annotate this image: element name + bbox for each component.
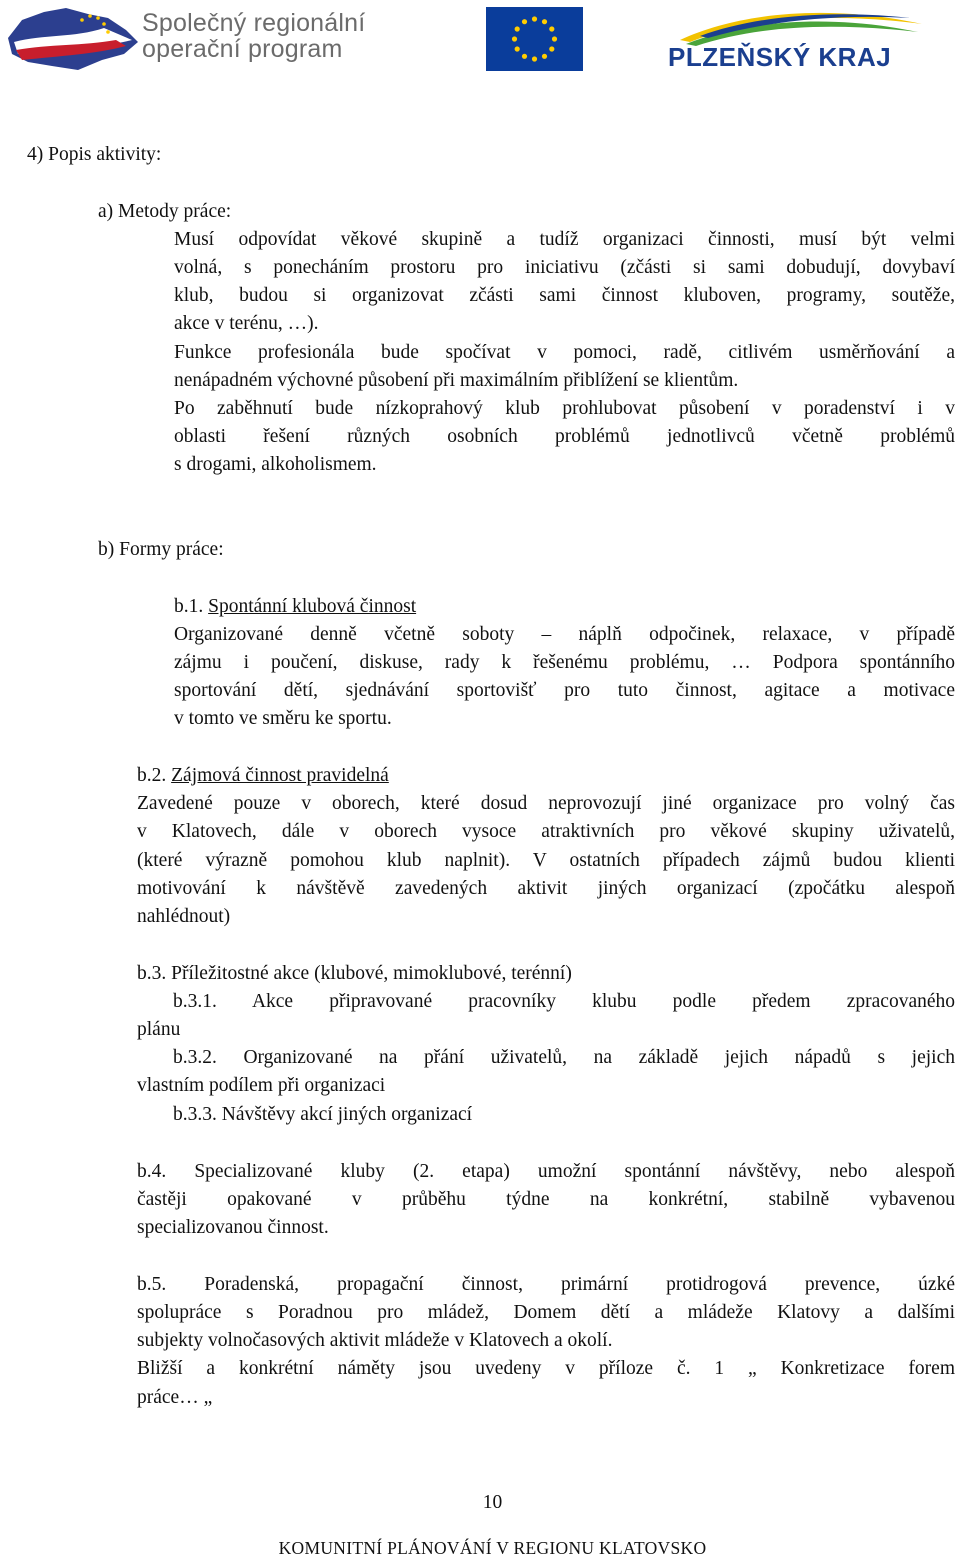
a-line: Funkce profesionála bude spočívat v pomoci, radě, citlivém usměrňování a: [174, 342, 955, 363]
footer-text: KOMUNITNÍ PLÁNOVÁNÍ V REGIONU KLATOVSKO: [278, 1538, 707, 1558]
page-header: [0, 0, 960, 90]
a-line: Musí odpovídat věkové skupině a tudíž organizaci činnosti, musí být velmi: [174, 229, 955, 250]
czech-map-logo-icon: [4, 4, 144, 76]
plzensky-kraj-logo: [660, 6, 930, 76]
a-line: nenápadném výchovné působení při maximálním přiblížení se klientům.: [174, 370, 739, 391]
b4-line: specializovanou činnost.: [137, 1217, 329, 1238]
b2-line: nahlédnout): [137, 906, 231, 927]
b4-line: častěji opakované v průběhu týdne na konkrétní, stabilně vybavenou: [137, 1189, 955, 1210]
kraj-wordmark: PLZEŇSKÝ KRAJ: [668, 42, 892, 72]
b2-line: Zavedené pouze v oborech, které dosud neprovozují jiné organizace pro volný čas: [137, 793, 955, 814]
b1-line: v tomto ve směru ke sportu.: [174, 708, 392, 729]
b31-line: b.3.1. Akce připravované pracovníky klubu podle předem zpracovaného: [173, 991, 955, 1012]
b1-title: Spontánní klubová činnost: [208, 596, 417, 617]
b5-line: subjekty volnočasových aktivit mládeže v Klatovech a okolí.: [137, 1330, 613, 1351]
heading-b: b) Formy práce:: [98, 539, 224, 560]
a-line: oblasti řešení různých osobních problémů jednotlivců včetně problémů: [174, 426, 955, 447]
eu-flag-icon: [486, 7, 583, 71]
srop-wordmark: [142, 10, 365, 62]
b2-line: (které výrazně pomohou klub naplnit). V ostatních případech zájmů budou klienti: [137, 850, 955, 871]
kraj-swoosh-icon: [660, 6, 930, 46]
b5-line: spolupráce s Poradnou pro mládež, Domem dětí a mládeže Klatovy a dalšími: [137, 1302, 955, 1323]
a-line: s drogami, alkoholismem.: [174, 454, 377, 475]
srop-line-2: operační program: [142, 35, 343, 63]
b2-line: motivování k návštěvě zavedených aktivit jiných organizací (zpočátku alespoň: [137, 878, 955, 899]
b5-line: práce… „: [137, 1387, 213, 1408]
b33-line: b.3.3. Návštěvy akcí jiných organizací: [173, 1104, 473, 1125]
a-line: Po zaběhnutí bude nízkoprahový klub prohlubovat působení v poradenství i v: [174, 398, 955, 419]
b5-line: b.5. Poradenská, propagační činnost, primární protidrogová prevence, úzké: [137, 1274, 955, 1295]
b2-number: b.2.: [137, 765, 172, 786]
b2-title: Zájmová činnost pravidelná: [171, 765, 389, 786]
b2-heading: [137, 762, 389, 791]
b32-line: vlastním podílem při organizaci: [137, 1075, 386, 1096]
b31-line: plánu: [137, 1019, 181, 1040]
a-line: akce v terénu, …).: [174, 313, 319, 334]
b1-number: b.1.: [174, 596, 209, 617]
b1-heading: [174, 593, 416, 622]
b2-line: v Klatovech, dále v oborech vysoce atraktivních pro věkové skupiny uživatelů,: [137, 821, 955, 842]
a-line: volná, s ponecháním prostoru pro iniciativu (zčásti si sami dobudují, dovybaví: [174, 257, 955, 278]
page-number: 10: [482, 1492, 503, 1513]
b32-line: b.3.2. Organizované na přání uživatelů, na základě jejich nápadů s jejich: [173, 1047, 955, 1068]
b4-line: b.4. Specializované kluby (2. etapa) umožní spontánní návštěvy, nebo alespoň: [137, 1161, 955, 1182]
b1-line: zájmu i poučení, diskuse, rady k řešenému problému, … Podpora spontánního: [174, 652, 955, 673]
b5-line: Bližší a konkrétní náměty jsou uvedeny v příloze č. 1 „ Konkretizace forem: [137, 1358, 955, 1379]
b1-line: sportování dětí, sjednávání sportovišť pro tuto činnost, agitace a motivace: [174, 680, 955, 701]
srop-line-1: Společný regionální: [142, 9, 366, 37]
a-line: klub, budou si organizovat zčásti sami činnost kluboven, programy, soutěže,: [174, 285, 955, 306]
srop-logo: [4, 4, 404, 74]
heading-a: a) Metody práce:: [98, 201, 232, 222]
b3-heading: b.3. Příležitostné akce (klubové, mimoklubové, terénní): [137, 963, 572, 984]
b1-line: Organizované denně včetně soboty – náplň odpočinek, relaxace, v případě: [174, 624, 955, 645]
section-title: 4) Popis aktivity:: [27, 144, 162, 165]
